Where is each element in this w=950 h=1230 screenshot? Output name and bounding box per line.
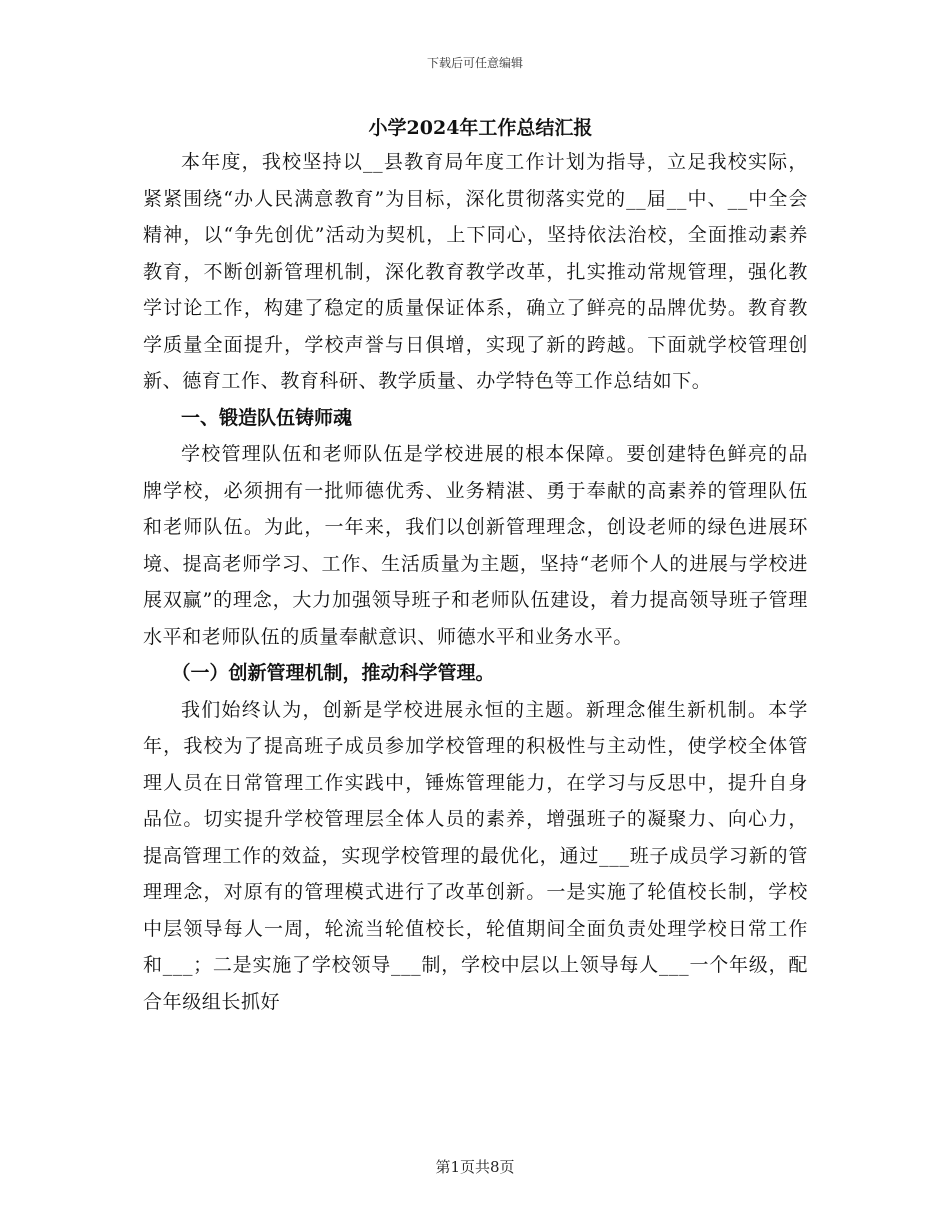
subsection-heading: （一）创新管理机制，推动科学管理。 — [171, 662, 495, 684]
document-title: 小学2024年工作总结汇报 — [368, 117, 593, 139]
intro-paragraph: 本年度，我校坚持以__县教育局年度工作计划为指导，立足我校实际，紧紧围绕“办人民满意教育”为目标，深化贯彻落实党的__届__中、__中全会精神，以“争先创优”活动为契机，上下同心，坚持依法治校，全面推动素养教育，不断创新管理机制，深化教育教学改革，扎实推动常规管理，强化教学讨论工作，构建了稳定的质量保证体系，确立了鲜亮的品牌优势。教育教学质量全面提升，学校声誉与日俱增，实现了新的跨越。下面就学校管理创新、德育工作、教育科研、教学质量、办学特色等工作总结如下。 — [143, 151, 808, 392]
download-note: 下载后可任意编辑 — [426, 56, 523, 70]
section-heading: 一、锻造队伍铸师魂 — [181, 406, 353, 429]
section-paragraph: 学校管理队伍和老师队伍是学校进展的根本保障。要创建特色鲜亮的品牌学校，必须拥有一批师德优秀、业务精湛、勇于奉献的高素养的管理队伍和老师队伍。为此，一年来，我们以创新管理理念，创设老师的绿色进展环境、提高老师学习、工作、生活质量为主题，坚持“老师个人的进展与学校进展双赢”的理念，大力加强领导班子和老师队伍建设，着力提高领导班子管理水平和老师队伍的质量奉献意识、师德水平和业务水平。 — [143, 443, 808, 648]
page-number: 第1页共8页 — [435, 1158, 515, 1176]
document-body — [143, 112, 808, 1020]
subsection-paragraph: 我们始终认为，创新是学校进展永恒的主题。新理念催生新机制。本学年，我校为了提高班子成员参加学校管理的积极性与主动性，使学校全体管理人员在日常管理工作实践中，锤炼管理能力，在学习与反思中，提升自身品位。切实提升学校管理层全体人员的素养，增强班子的凝聚力、向心力，提高管理工作的效益，实现学校管理的最优化，通过___班子成员学习新的管理理念，对原有的管理模式进行了改革创新。一是实施了轮值校长制，学校中层领导每人一周，轮流当轮值校长，轮值期间全面负责处理学校日常工作和___；二是实施了学校领导___制，学校中层以上领导每人___一个年级，配合年级组长抓好 — [143, 698, 808, 1013]
